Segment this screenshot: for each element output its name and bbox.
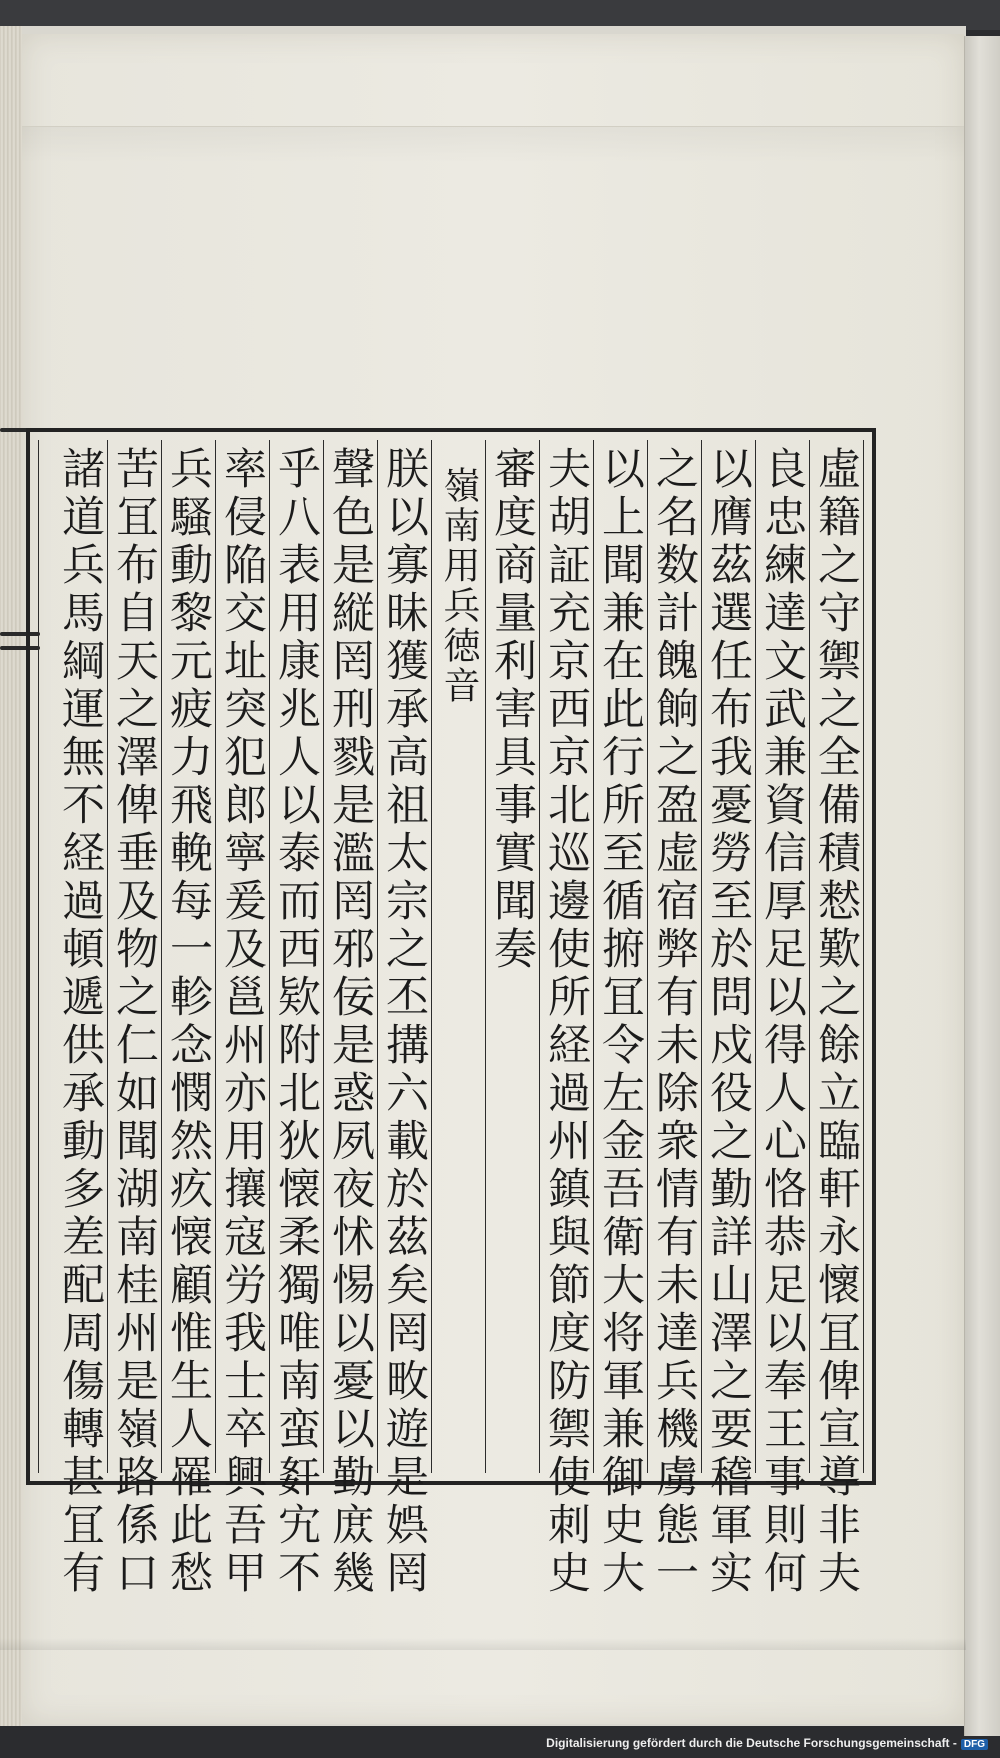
dfg-logo: DFG [961, 1739, 988, 1750]
column-text: 良忠練達文武兼資信厚足以得人心恪恭足以奉王事則何 [757, 446, 807, 1598]
text-column-6 [539, 440, 594, 1598]
text-columns [38, 440, 864, 1598]
page-fold-line [22, 126, 964, 163]
page-stack-left-edge [0, 26, 22, 1726]
column-text: 之名数計餽餉之盈虚宿弊有未除衆情有未達兵機虜態一 [649, 446, 699, 1598]
digitization-credit [546, 1736, 988, 1750]
column-text: 以上聞兼在此行所至循捬冝令左金吾衛大将軍兼御史大 [595, 446, 645, 1598]
text-column-9 [377, 440, 432, 1598]
column-text: 以膺茲選任布我憂勞至於問戍役之勤詳山澤之要稽軍实 [703, 446, 753, 1598]
page-stack-right-edge [964, 36, 1000, 1736]
text-column-2 [755, 440, 810, 1598]
text-column-5 [593, 440, 648, 1598]
credit-text: Digitalisierung gefördert durch die Deutsche Forschungsgemeinschaft - [546, 1736, 957, 1750]
text-column-15 [53, 440, 108, 1598]
column-text: 苦冝布自天之澤俾垂及物之仁如聞湖南桂州是嶺路係口 [109, 446, 159, 1598]
text-column-13 [161, 440, 216, 1598]
text-column-10 [323, 440, 378, 1598]
section-title: 嶺南用兵徳音 [437, 466, 480, 706]
text-column-3 [701, 440, 756, 1598]
page-bottom-shadow [0, 1638, 966, 1650]
text-column-1 [809, 440, 864, 1598]
text-column-14 [107, 440, 162, 1598]
column-text: 兵騷動黎元疲力飛輓每一軫念憫然疚懐顧惟生人罹此愁 [163, 446, 213, 1598]
printed-text-frame [26, 428, 876, 1598]
column-text: 諸道兵馬綱運無不経過頓遞供承動多差配周傷轉甚冝有 [55, 446, 105, 1598]
column-text: 聲色是縦罔刑戮是濫罔邪佞是惑夙夜怵惕以憂以勤庻幾 [325, 446, 375, 1598]
section-title-column [431, 440, 486, 1473]
column-text: 審度商量利害具事實聞奏 [487, 446, 537, 974]
column-text: 虛籍之守禦之全備積慭歎之餘立臨軒永懷冝俾宣導非夫 [811, 446, 861, 1598]
column-text: 朕以寡昧獲承高祖太宗之丕搆六載於茲矣罔畋遊是娯罔 [379, 446, 429, 1598]
text-column-4 [647, 440, 702, 1598]
text-column-7 [485, 440, 540, 1473]
text-column-12 [215, 440, 270, 1598]
text-column-11 [269, 440, 324, 1598]
column-text: 乎八表用康兆人以泰而西欵附北狄懐柔獨唯南蛮姧宄不 [271, 446, 321, 1598]
column-text: 夫胡証充京西京北巡邊使所経過州鎮與節度防禦使刺史 [541, 446, 591, 1598]
column-text: 率侵陥交址突犯郎寧爰及邕州亦用攘寇労我士卒興吾甲 [217, 446, 267, 1598]
